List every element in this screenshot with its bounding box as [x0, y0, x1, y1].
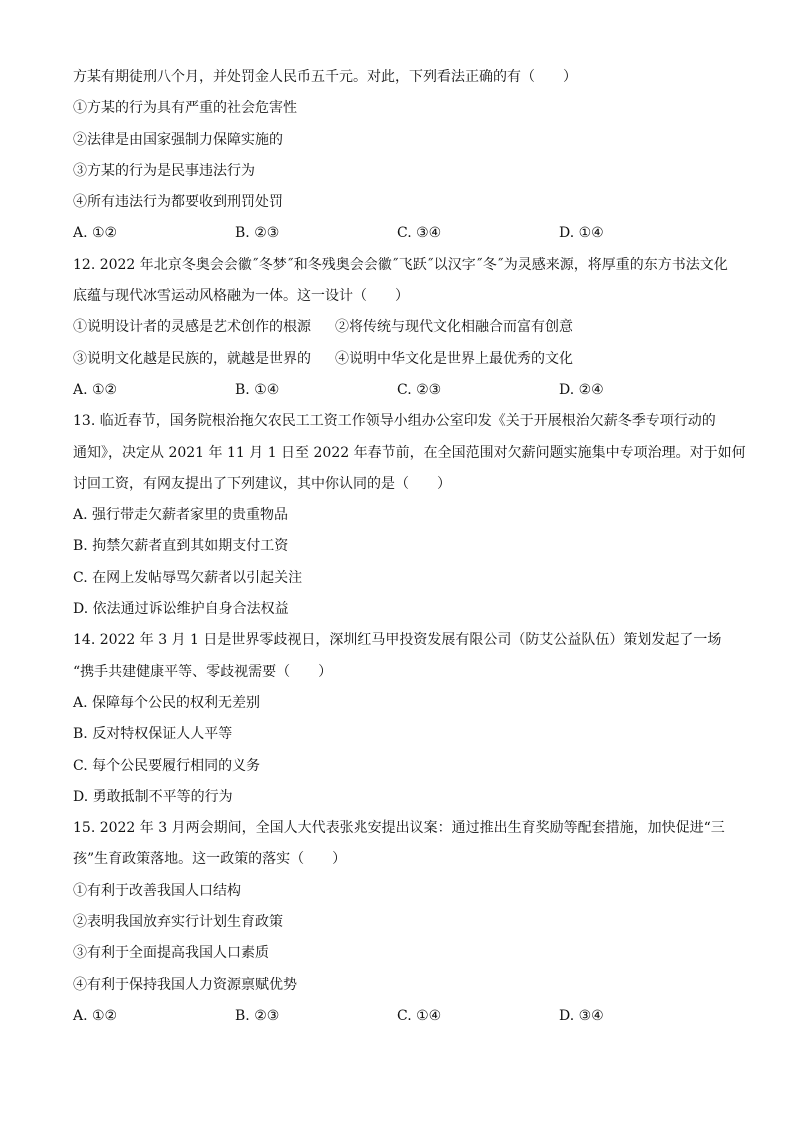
q11-option-b: B. ②③ — [235, 225, 280, 242]
q12-item-1: ①说明设计者的灵感是艺术创作的根源 — [73, 319, 311, 336]
q12-item-3: ③说明文化越是民族的，就越是世界的 — [73, 350, 311, 367]
q12-options — [73, 375, 723, 406]
q14-stem-line-1: 14. 2022 年 3 月 1 日是世界零歧视日，深圳红马甲投资发展有限公司（防艾公益队伍）策划发起了一场 — [73, 632, 722, 649]
q15-item-3: ③有利于全面提高我国人口素质 — [73, 945, 269, 962]
q11-item-2: ②法律是由国家强制力保障实施的 — [73, 131, 283, 148]
q11-item-1: ①方某的行为具有严重的社会危害性 — [73, 100, 297, 117]
exam-page — [73, 62, 746, 1032]
q11-option-a: A. ①② — [73, 225, 118, 242]
q12-item-2: ②将传统与现代文化相融合而富有创意 — [335, 319, 573, 336]
q12-option-b: B. ①④ — [235, 381, 280, 398]
q15-item-2: ②表明我国放弃实行计划生育政策 — [73, 914, 283, 931]
q11-item-4: ④所有违法行为都要收到刑罚处罚 — [73, 194, 283, 211]
q13-stem-line-3: 讨回工资，有网友提出了下列建议，其中你认同的是（ ） — [73, 475, 451, 492]
q13-option-b: B. 拘禁欠薪者直到其如期支付工资 — [73, 538, 289, 555]
q12-items-row-1 — [73, 312, 723, 343]
q15-stem-line-1: 15. 2022 年 3 月两会期间，全国人大代表张兆安提出议案：通过推出生育奖励等配套措施，加快促进“三 — [73, 820, 725, 837]
q13-option-c: C. 在网上发帖辱骂欠薪者以引起关注 — [73, 569, 303, 586]
q11-option-d: D. ①④ — [559, 225, 604, 242]
q14-option-a: A. 保障每个公民的权利无差别 — [73, 694, 261, 711]
q13-option-a: A. 强行带走欠薪者家里的贵重物品 — [73, 507, 289, 524]
q14-option-d: D. 勇敢抵制不平等的行为 — [73, 788, 233, 805]
q11-item-3: ③方某的行为是民事违法行为 — [73, 162, 255, 179]
q15-option-a: A. ①② — [73, 1007, 118, 1024]
q12-stem-line-1: 12. 2022 年北京冬奥会会徽˝冬梦˝和冬残奥会会徽˝飞跃˝以汉字˝冬˝为灵感来源，将厚重的东方书法文化 — [73, 256, 728, 273]
q15-stem-line-2: 孩”生育政策落地。这一政策的落实（ ） — [73, 851, 347, 868]
q12-option-c: C. ②③ — [397, 381, 442, 398]
q11-options — [73, 218, 723, 249]
q15-option-b: B. ②③ — [235, 1007, 280, 1024]
q15-option-d: D. ③④ — [559, 1007, 604, 1024]
q13-stem-line-2: 通知》，决定从 2021 年 11 月 1 日至 2022 年春节前，在全国范围对欠薪问题实施集中专项治理。对于如何 — [73, 444, 746, 461]
q12-option-d: D. ②④ — [559, 381, 604, 398]
q15-option-c: C. ①④ — [397, 1007, 442, 1024]
q12-items-row-2 — [73, 344, 723, 375]
q14-option-b: B. 反对特权保证人人平等 — [73, 726, 233, 743]
q13-option-d: D. 依法通过诉讼维护自身合法权益 — [73, 601, 289, 618]
q11-stem-tail: 方某有期徒刑八个月，并处罚金人民币五千元。对此，下列看法正确的有（ ） — [73, 69, 577, 85]
q14-stem-line-2: “携手共建健康平等、零歧视需要（ ） — [73, 663, 333, 680]
q12-stem-line-2: 底蕴与现代冰雪运动风格融为一体。这一设计（ ） — [73, 288, 409, 305]
q12-option-a: A. ①② — [73, 381, 118, 398]
q15-options — [73, 1001, 723, 1032]
q14-option-c: C. 每个公民要履行相同的义务 — [73, 757, 261, 774]
q15-item-1: ①有利于改善我国人口结构 — [73, 882, 241, 899]
q11-option-c: C. ③④ — [397, 225, 442, 242]
q15-item-4: ④有利于保持我国人力资源禀赋优势 — [73, 976, 297, 993]
q13-stem-line-1: 13. 临近春节，国务院根治拖欠农民工工资工作领导小组办公室印发《关于开展根治欠薪冬季专项行动的 — [73, 413, 716, 430]
q12-item-4: ④说明中华文化是世界上最优秀的文化 — [335, 350, 573, 367]
